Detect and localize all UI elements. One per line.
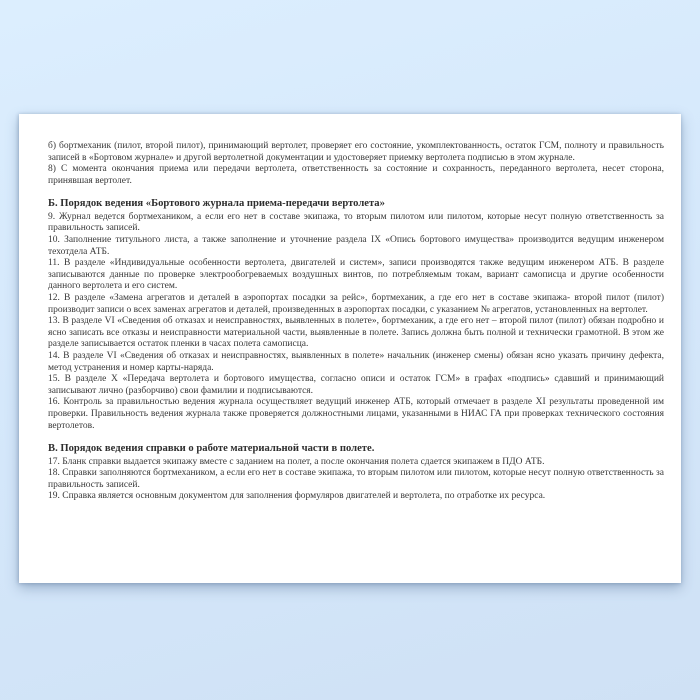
paragraph: 11. В разделе «Индивидуальные особенности вертолета, двигателей и систем», записи производятся также ведущим инженером АТБ. В разделе записываются данные по проверке электрообогреваемых воздушных винтов, по потребляемым токам, вариант самописца и другие особенности данного вертолета и его систем. — [48, 258, 664, 292]
document-text — [48, 141, 664, 583]
paragraph: 13. В разделе VI «Сведения об отказах и неисправностях, выявленных в полете», бортмеханик, а где его нет – второй пилот (пилот) обязан подробно и ясно записать все отказы и неисправности материальной части, выявленные в полете. Запись должна быть полной и технически грамотной. В этом же разделе записывается остаток пленки в часах полета самописца. — [48, 316, 664, 350]
section-heading: В. Порядок ведения справки о работе материальной части в полете. — [48, 443, 375, 455]
paragraph: 9. Журнал ведется бортмехаником, а если его нет в составе экипажа, то вторым пилотом или пилотом, которые несут полную ответственность за правильность записей. — [48, 211, 664, 234]
section-heading: Б. Порядок ведения «Бортового журнала приема-передачи вертолета» — [48, 198, 385, 210]
document-page — [19, 114, 681, 583]
paragraph: 16. Контроль за правильностью ведения журнала осуществляет ведущий инженер АТБ, который отмечает в разделе XI результаты проведенной им проверки. Правильность ведения журнала также проверяется должностными лицами, указанными в НИАС ГА при проверках технического состояния вертолетов. — [48, 397, 664, 431]
paragraph: б) бортмеханик (пилот, второй пилот), принимающий вертолет, проверяет его состояние, укомплектованность, остаток ГСМ, полноту и правильность записей в «Бортовом журнале» и другой вертолетной документации и удостоверяет приемку вертолета подписью в этом журнале. — [48, 141, 664, 163]
paragraph: 8) С момента окончания приема или передачи вертолета, ответственность за состояние и сохранность, переданного вертолета, несет сторона, принявшая вертолет. — [48, 164, 664, 186]
paragraph: 18. Справки заполняются бортмехаником, а если его нет в составе экипажа, то вторым пилотом или пилотом, которые несут полную ответственность за правильность записей. — [48, 468, 664, 490]
paragraph: 12. В разделе «Замена агрегатов и деталей в аэропортах посадки за рейс», бортмеханик, а где его нет в составе экипажа- второй пилот (пилот) производит записи о всех заменах агрегатов и деталей, произведенных в аэропортах посадки, с указанием № агрегатов, установленных на вертолет. — [48, 293, 664, 315]
paragraph: 15. В разделе X «Передача вертолета и бортового имущества, согласно описи и остаток ГСМ» в графах «подпись» сдавший и принимающий записывают лично (разборчиво) свои фамилии и подписываются. — [48, 374, 664, 396]
paragraph: 14. В разделе VI «Сведения об отказах и неисправностях, выявленных в полете» начальник (инженер смены) обязан ясно указать причину дефекта, метод устранения и номер карты-наряда. — [48, 351, 664, 373]
paragraph: 19. Справка является основным документом для заполнения формуляров двигателей и вертолета, по отработке их ресурса. — [48, 491, 546, 502]
paragraph: 17. Бланк справки выдается экипажу вместе с заданием на полет, а после окончания полета сдается экипажем в ПДО АТБ. — [48, 456, 545, 467]
paragraph: 10. Заполнение титульного листа, а также заполнение и уточнение раздела IX «Опись бортового имущества» производится ведущим инженером техотдела АТБ. — [48, 235, 664, 257]
